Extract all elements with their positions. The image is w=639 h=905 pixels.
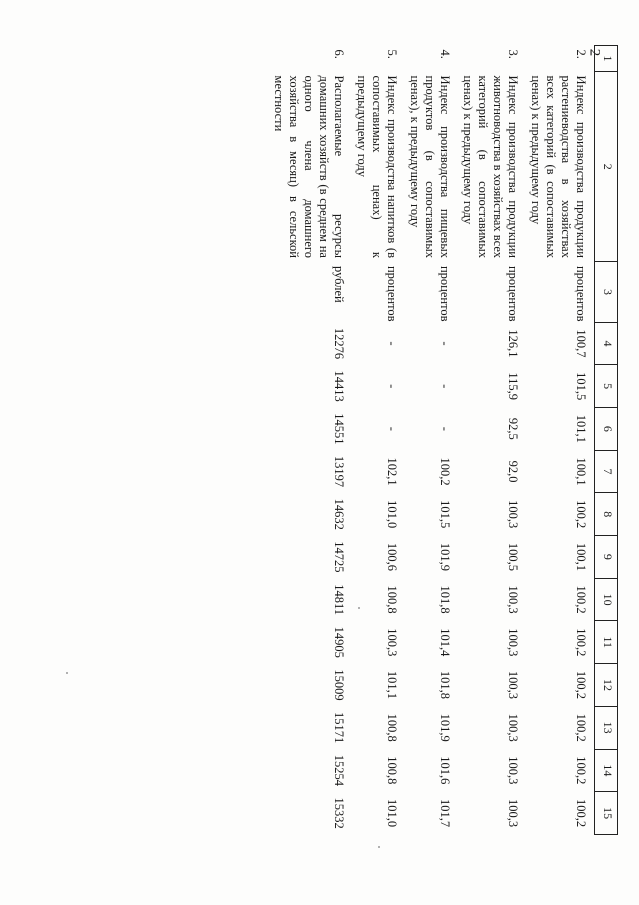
indicator-name: Индекс производства пищевых продуктов (в сопоставимых ценах), к предыдущему году: [408, 75, 452, 258]
value-cell: 126,1: [506, 329, 520, 358]
column-header-11: 11: [595, 621, 618, 664]
value-cell: 14551: [332, 413, 346, 445]
indicator-name: Индекс производства продукции животноводства в хозяйствах всех категорий (в сопоставимых ценах) к предыдущему году: [461, 75, 520, 258]
indicator-name: Индекс производства напитков (в сопоставимых ценах) к предыдущему году: [355, 75, 399, 258]
column-header-2: 2: [595, 72, 618, 262]
column-header-13: 13: [595, 706, 618, 749]
column-header-7: 7: [595, 450, 618, 493]
value-cell: 100,3: [506, 713, 520, 742]
header-row: [595, 46, 618, 835]
column-header-8: 8: [595, 493, 618, 536]
value-cell: 101,0: [385, 799, 399, 828]
value-cell: 100,1: [574, 542, 588, 571]
page-number: 2: [585, 48, 602, 57]
column-header-6: 6: [595, 408, 618, 451]
row-number: 2.: [574, 49, 588, 59]
value-cell: 101,8: [438, 670, 452, 700]
value-cell: 100,3: [506, 585, 520, 614]
value-cell: 14811: [332, 584, 346, 615]
table-row: [405, 46, 458, 835]
table-row: [526, 46, 595, 835]
value-cell: 101,1: [574, 414, 588, 443]
scan-speck: [66, 672, 68, 674]
value-cell: 15332: [332, 797, 346, 829]
indicators-table: [269, 45, 618, 835]
column-header-3: 3: [595, 262, 618, 322]
value-cell: 101,5: [438, 500, 452, 529]
value-cell: -: [438, 384, 452, 389]
value-cell: 12276: [332, 327, 346, 360]
value-cell: 101,8: [438, 585, 452, 614]
unit-of-measure: процентов: [574, 265, 588, 322]
row-number: 4.: [438, 49, 452, 59]
indicator-name: Индекс производства продукции растениеводства в хозяйствах всех категорий (в сопоставимых ценах) к предыдущему году: [529, 75, 588, 258]
column-header-12: 12: [595, 664, 618, 707]
value-cell: 100,2: [574, 500, 588, 529]
value-cell: 100,2: [574, 713, 588, 742]
value-cell: -: [438, 341, 452, 346]
unit-of-measure: процентов: [385, 265, 399, 322]
value-cell: -: [385, 341, 399, 346]
table-row: [269, 46, 352, 835]
column-header-14: 14: [595, 749, 618, 792]
value-cell: 101,7: [438, 799, 452, 828]
value-cell: 101,4: [438, 628, 452, 657]
value-cell: 100,3: [385, 628, 399, 657]
unit-of-measure: рублей: [332, 265, 346, 303]
table-row: [458, 46, 526, 835]
value-cell: 92,5: [506, 417, 520, 440]
scan-speck: [358, 607, 360, 609]
value-cell: 100,2: [574, 585, 588, 614]
value-cell: 100,3: [506, 628, 520, 657]
column-header-9: 9: [595, 536, 618, 579]
value-cell: 100,5: [506, 542, 520, 571]
indicator-name: Располагаемые ресурсы домашних хозяйств (в среднем на одного члена домашнего хозяйства в месяц) в сельской местности: [272, 75, 346, 258]
value-cell: 100,2: [574, 799, 588, 828]
value-cell: 100,2: [574, 670, 588, 700]
value-cell: 100,3: [506, 670, 520, 700]
unit-of-measure: процентов: [506, 265, 520, 322]
value-cell: 100,1: [574, 457, 588, 486]
value-cell: 14905: [332, 626, 346, 658]
value-cell: -: [385, 384, 399, 389]
value-cell: 92,0: [506, 460, 520, 483]
value-cell: 115,9: [506, 372, 520, 400]
value-cell: 101,5: [574, 372, 588, 401]
row-number: 6.: [332, 49, 346, 59]
value-cell: 100,2: [574, 756, 588, 785]
value-cell: 101,9: [438, 542, 452, 571]
value-cell: 100,2: [438, 457, 452, 486]
value-cell: 101,1: [385, 670, 399, 700]
row-number: 3.: [506, 49, 520, 59]
value-cell: 14725: [332, 541, 346, 573]
value-cell: 100,8: [385, 713, 399, 742]
value-cell: 102,1: [385, 457, 399, 486]
value-cell: 101,6: [438, 756, 452, 785]
value-cell: 14632: [332, 498, 346, 530]
value-cell: 101,9: [438, 713, 452, 742]
value-cell: 15171: [332, 712, 346, 744]
column-header-4: 4: [595, 322, 618, 365]
value-cell: 15009: [332, 669, 346, 701]
value-cell: 100,3: [506, 799, 520, 828]
table-header: [595, 46, 618, 835]
value-cell: 100,3: [506, 500, 520, 529]
value-cell: 13197: [332, 455, 346, 488]
value-cell: 101,0: [385, 500, 399, 529]
unit-of-measure: процентов: [438, 265, 452, 322]
value-cell: 100,3: [506, 756, 520, 785]
row-number: 5.: [385, 49, 399, 59]
table-body: [269, 46, 595, 835]
value-cell: 100,2: [574, 628, 588, 657]
column-header-10: 10: [595, 578, 618, 621]
scan-speck: [378, 846, 380, 848]
value-cell: 100,8: [385, 756, 399, 785]
value-cell: 100,6: [385, 542, 399, 571]
column-header-1: 1: [595, 46, 618, 72]
column-header-15: 15: [595, 792, 618, 835]
value-cell: -: [385, 426, 399, 431]
value-cell: 14413: [332, 370, 346, 402]
value-cell: 100,8: [385, 585, 399, 614]
value-cell: 100,7: [574, 329, 588, 358]
value-cell: -: [438, 426, 452, 431]
column-header-5: 5: [595, 365, 618, 408]
value-cell: 15254: [332, 754, 346, 786]
rotated-table-wrapper: [128, 45, 618, 835]
table-row: [352, 46, 405, 835]
